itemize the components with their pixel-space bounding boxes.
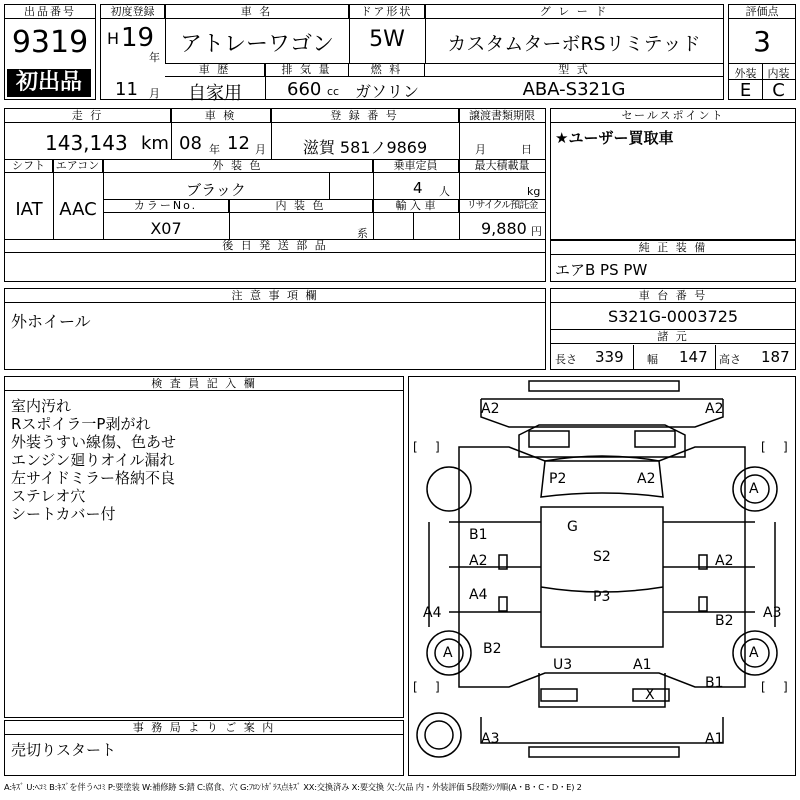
svg-text:]: ]: [435, 680, 440, 694]
later-parts-label: 後 日 発 送 部 品: [5, 239, 545, 253]
fuel-label: 燃 料: [349, 63, 425, 77]
damage-mark: A1: [633, 657, 652, 673]
shift: IAT: [15, 199, 43, 220]
interior-color-label: 内 装 色: [229, 199, 373, 213]
transfer-day: 日: [521, 143, 532, 156]
inspector-line: エンジン廻りオイル漏れ: [11, 451, 175, 469]
lot-number: 9319: [11, 25, 89, 60]
equipment-box: [550, 240, 796, 282]
details-box: [4, 108, 546, 282]
inspector-box: [4, 376, 404, 718]
interior-color-unit: 系: [357, 227, 368, 240]
load-label: 最大積載量: [459, 159, 545, 173]
inspector-line: シートカバー付: [11, 505, 116, 523]
damage-mark: B2: [483, 641, 502, 657]
lot-number-box: [4, 4, 96, 100]
grade: カスタムターボRSリミテッド: [447, 33, 701, 55]
length: 339: [595, 348, 624, 366]
length-label: 長さ: [555, 353, 577, 366]
displacement-unit: cc: [327, 85, 340, 98]
exterior-label: 外装: [734, 67, 757, 80]
mileage-label: 走 行: [5, 109, 171, 123]
sales-point-text: ★ユーザー買取車: [555, 129, 674, 147]
office-box: [4, 720, 404, 776]
inspection-month-unit: 月: [255, 143, 266, 156]
inspector-line: Rスポイラ一P剥がれ: [11, 415, 151, 433]
year-unit: 年: [149, 51, 160, 64]
interior-label: 内装: [767, 67, 790, 80]
recycle-label: リサイクル預託金: [459, 199, 545, 213]
damage-diagram: [408, 376, 796, 776]
displacement: 660: [287, 79, 322, 100]
color-no-label: カラーNo.: [103, 199, 229, 213]
plate-number: 滋賀 581ノ9869: [302, 138, 428, 157]
damage-mark: B1: [705, 675, 724, 691]
recycle-fee: 9,880: [481, 219, 527, 238]
plate-label: 登 録 番 号: [271, 109, 459, 123]
damage-mark: A: [749, 481, 759, 497]
damage-mark: A2: [469, 553, 488, 569]
inspection-year-unit: 年: [209, 143, 220, 156]
damage-mark: A2: [637, 471, 656, 487]
first-reg-month: 11: [115, 79, 138, 100]
sales-point-label: セールスポイント: [551, 109, 795, 123]
ac: AAC: [59, 199, 97, 220]
height: 187: [761, 348, 790, 366]
mileage-unit: km: [141, 133, 169, 154]
spec-label: 諸 元: [551, 329, 795, 344]
history-label: 車 歴: [165, 63, 265, 77]
score-box: [728, 4, 796, 100]
ac-label: エアコン: [53, 159, 103, 173]
exterior-color: ブラック: [186, 181, 246, 199]
exterior-grade: E: [739, 80, 752, 101]
office-label: 事 務 局 よ り ご 案 内: [5, 721, 403, 735]
month-unit: 月: [149, 87, 160, 100]
displacement-label: 排 気 量: [265, 63, 349, 77]
car-name-label: 車 名: [165, 5, 349, 19]
inspector-line: 左サイドミラー格納不良: [11, 469, 175, 487]
history: 自家用: [188, 83, 242, 104]
damage-mark: U3: [553, 657, 573, 673]
damage-mark: A1: [705, 731, 724, 747]
damage-mark: B2: [715, 613, 734, 629]
model-label: 型 式: [425, 63, 723, 77]
lot-number-label: 出品番号: [5, 5, 95, 19]
svg-text:]: ]: [435, 440, 440, 454]
damage-mark: A4: [469, 587, 488, 603]
damage-mark: X: [645, 687, 655, 703]
first-listing-badge: 初出品: [7, 69, 91, 97]
car-name: アトレーワゴン: [179, 32, 334, 57]
svg-text:[: [: [761, 440, 766, 454]
equipment-text: エアB PS PW: [555, 261, 648, 279]
chassis-number: S321G-0003725: [607, 307, 739, 326]
damage-mark: P3: [593, 589, 611, 605]
damage-mark: B1: [469, 527, 488, 543]
capacity: 4: [413, 179, 423, 197]
width-label: 幅: [647, 353, 658, 366]
height-label: 高さ: [719, 353, 741, 366]
svg-text:[: [: [413, 680, 418, 694]
damage-mark: P2: [549, 471, 567, 487]
chassis-box: [550, 288, 796, 370]
notes-text: 外ホイール: [11, 312, 91, 331]
interior-grade: C: [772, 80, 785, 101]
svg-text:]: ]: [783, 440, 788, 454]
recycle-unit: 円: [531, 225, 542, 238]
svg-text:[: [: [761, 680, 766, 694]
damage-mark: A4: [423, 605, 442, 621]
equipment-label: 純 正 装 備: [551, 241, 795, 255]
svg-text:[: [: [413, 440, 418, 454]
door-type: 5W: [369, 27, 405, 52]
notes-label: 注 意 事 項 欄: [5, 289, 545, 303]
model-code: ABA-S321G: [522, 79, 626, 100]
damage-mark: A: [749, 645, 759, 661]
car-outline-diagram: [409, 377, 795, 775]
fuel: ガソリン: [354, 82, 419, 101]
damage-mark: A2: [715, 553, 734, 569]
load-unit: kg: [527, 185, 541, 198]
first-reg-label: 初度登録: [101, 5, 165, 19]
damage-mark: A3: [481, 731, 500, 747]
score: 3: [753, 25, 771, 58]
score-label: 評価点: [729, 5, 795, 19]
transfer-label: 譲渡書類期限: [459, 109, 545, 123]
damage-mark: S2: [593, 549, 611, 565]
legend: A:ｷｽﾞ U:ﾍｺﾐ B:ｷｽﾞを伴うﾍｺﾐ P:要塗装 W:補修跡 S:錆 C:腐食、穴 G:ﾌﾛﾝﾄｶﾞﾗｽ点ｷｽﾞ XX:交換済み X:要交換 欠:欠品 内・外装評価 5段階ﾗﾝｸ順(A・B・C・D・E) 2: [4, 782, 582, 792]
damage-mark: A: [443, 645, 453, 661]
era: H: [107, 29, 120, 48]
width: 147: [679, 348, 708, 366]
inspector-line: ステレオ穴: [11, 487, 86, 505]
notes-box: [4, 288, 546, 370]
inspector-line: 室内汚れ: [11, 397, 72, 415]
damage-mark: A3: [763, 605, 782, 621]
chassis-label: 車 台 番 号: [551, 289, 795, 303]
grade-label: グ レ ー ド: [425, 5, 723, 19]
sales-point-box: [550, 108, 796, 240]
office-text: 売切りスタート: [11, 741, 117, 759]
inspector-label: 検 査 員 記 入 欄: [5, 377, 403, 391]
first-reg-year: 19: [121, 23, 155, 53]
import-label: 輸 入 車: [373, 199, 459, 213]
mileage: 143,143: [45, 131, 128, 155]
capacity-unit: 人: [439, 185, 450, 198]
color-number: X07: [150, 219, 182, 238]
door-label: ドア形状: [349, 5, 425, 19]
damage-mark: A2: [705, 401, 724, 417]
inspection-label: 車 検: [171, 109, 271, 123]
vehicle-summary-box: [100, 4, 724, 104]
damage-mark: G: [567, 519, 578, 535]
damage-mark: A2: [481, 401, 500, 417]
capacity-label: 乗車定員: [373, 159, 459, 173]
shift-label: シフト: [5, 159, 53, 173]
svg-text:]: ]: [783, 680, 788, 694]
transfer-month: 月: [475, 143, 486, 156]
inspection-year: 08: [179, 133, 202, 154]
inspection-month: 12: [227, 133, 250, 154]
inspector-line: 外装うすい線傷、色あせ: [11, 433, 177, 451]
color-label: 外 装 色: [103, 159, 373, 173]
